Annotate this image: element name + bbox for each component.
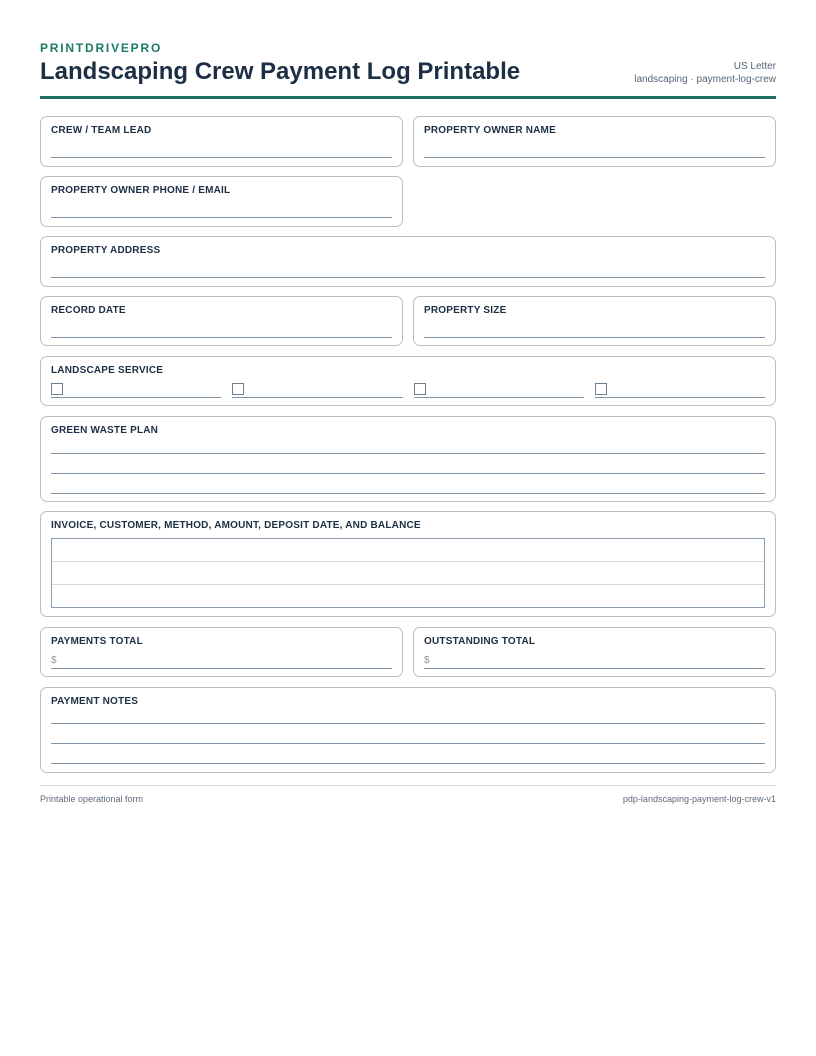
service-option-3: [414, 383, 584, 398]
service-option-line-2[interactable]: [232, 397, 403, 398]
page-title: Landscaping Crew Payment Log Printable: [40, 58, 521, 85]
service-checkbox-2[interactable]: [232, 383, 244, 395]
property-size-field: [413, 296, 776, 346]
table-row[interactable]: [52, 562, 764, 585]
owner-name-label: PROPERTY OWNER NAME: [424, 125, 556, 136]
owner-contact-input-line[interactable]: [51, 217, 392, 218]
crew-lead-input-line[interactable]: [51, 157, 392, 158]
crew-lead-label: CREW / TEAM LEAD: [51, 125, 152, 136]
payment-notes-line-1[interactable]: [51, 723, 765, 724]
record-date-input-line[interactable]: [51, 337, 392, 338]
payments-total-label: PAYMENTS TOTAL: [51, 636, 143, 647]
service-option-2: [232, 383, 403, 398]
green-waste-line-2[interactable]: [51, 473, 765, 474]
owner-contact-label: PROPERTY OWNER PHONE / EMAIL: [51, 185, 231, 196]
outstanding-total-label: OUTSTANDING TOTAL: [424, 636, 536, 647]
currency-prefix: $: [51, 655, 57, 666]
crew-lead-field: [40, 116, 403, 167]
header-divider: [40, 96, 776, 99]
footer-description: Printable operational form: [40, 794, 144, 804]
service-option-line-3[interactable]: [414, 397, 584, 398]
green-waste-line-1[interactable]: [51, 453, 765, 454]
property-address-field: [40, 236, 776, 287]
document-tags: landscaping · payment-log-crew: [634, 74, 776, 85]
property-address-label: PROPERTY ADDRESS: [51, 245, 161, 256]
green-waste-line-3[interactable]: [51, 493, 765, 494]
service-checkbox-4[interactable]: [595, 383, 607, 395]
service-option-line-1[interactable]: [51, 397, 221, 398]
payment-notes-label: PAYMENT NOTES: [51, 696, 139, 707]
form-id: pdp-landscaping-payment-log-crew-v1: [622, 794, 776, 804]
service-checkbox-3[interactable]: [414, 383, 426, 395]
currency-prefix: $: [424, 655, 430, 666]
table-row[interactable]: [52, 585, 764, 608]
record-date-field: [40, 296, 403, 346]
service-option-1: [51, 383, 221, 398]
invoice-table: [51, 538, 765, 608]
property-address-input-line[interactable]: [51, 277, 765, 278]
outstanding-total-field: [413, 627, 776, 677]
green-waste-plan-field: [40, 416, 776, 502]
owner-contact-field: [40, 176, 403, 227]
green-waste-plan-label: GREEN WASTE PLAN: [51, 425, 159, 436]
landscape-service-field: [40, 356, 776, 406]
outstanding-total-input-line[interactable]: [424, 668, 765, 669]
invoice-table-label: INVOICE, CUSTOMER, METHOD, AMOUNT, DEPOSIT DATE, AND BALANCE: [51, 520, 421, 531]
payment-notes-line-3[interactable]: [51, 763, 765, 764]
property-size-input-line[interactable]: [424, 337, 765, 338]
payments-total-input-line[interactable]: [51, 668, 392, 669]
footer-divider: [40, 785, 776, 786]
table-row[interactable]: [52, 539, 764, 562]
record-date-label: RECORD DATE: [51, 305, 126, 316]
owner-name-input-line[interactable]: [424, 157, 765, 158]
brand-name: PRINTDRIVEPRO: [40, 41, 163, 55]
payment-notes-field: [40, 687, 776, 773]
document-meta: [634, 60, 776, 86]
property-size-label: PROPERTY SIZE: [424, 305, 507, 316]
landscape-service-label: LANDSCAPE SERVICE: [51, 365, 164, 376]
service-checkbox-1[interactable]: [51, 383, 63, 395]
service-option-line-4[interactable]: [595, 397, 765, 398]
service-option-4: [595, 383, 765, 398]
owner-name-field: [413, 116, 776, 167]
payment-notes-line-2[interactable]: [51, 743, 765, 744]
payments-total-field: [40, 627, 403, 677]
invoice-table-field: [40, 511, 776, 617]
paper-size: US Letter: [733, 61, 776, 72]
